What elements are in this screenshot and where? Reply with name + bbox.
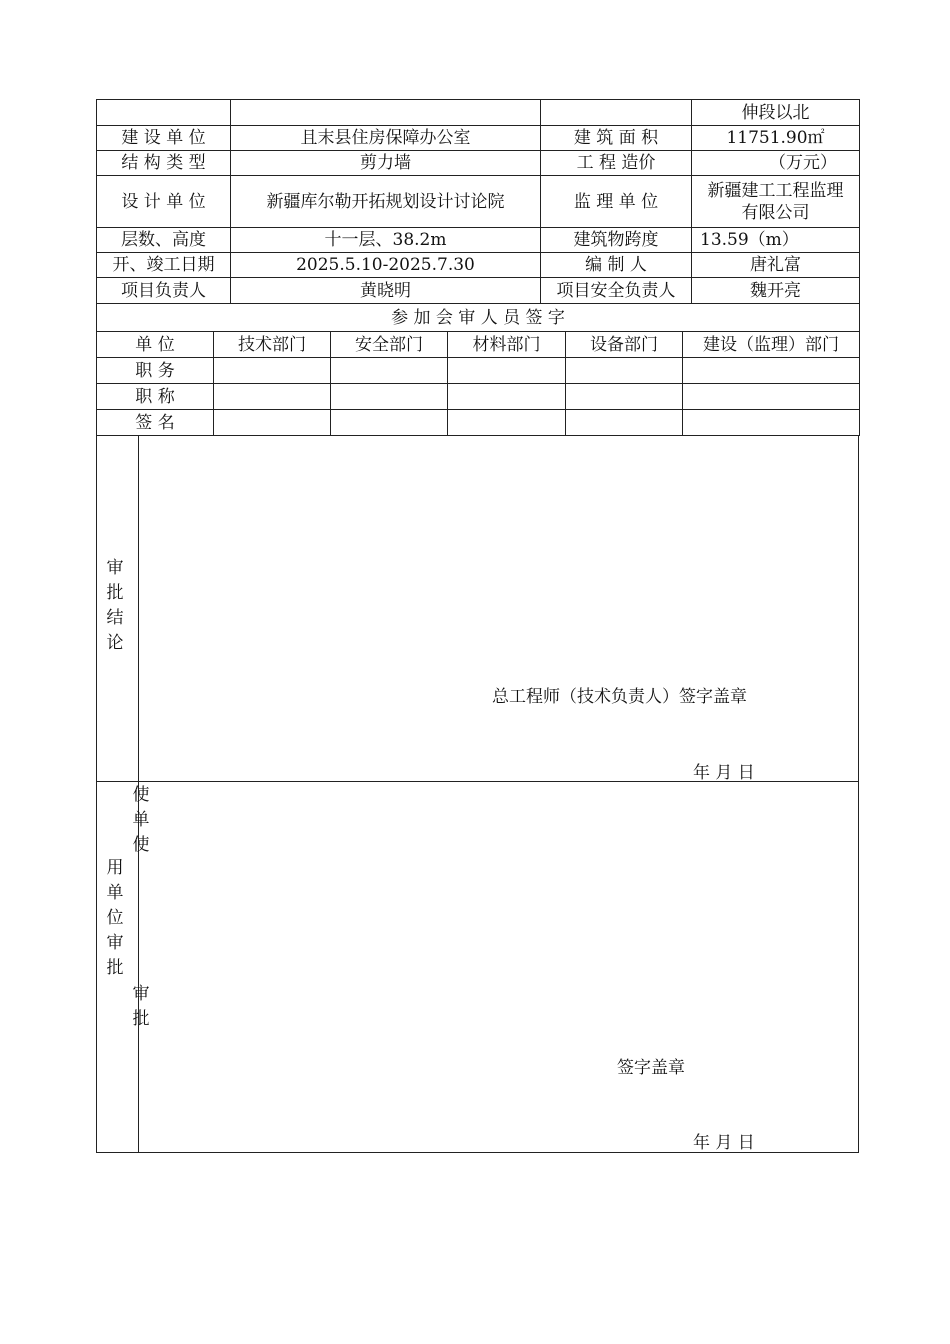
approval-date: 年 月 日 xyxy=(693,763,755,783)
sign-cell[interactable] xyxy=(214,384,331,410)
cost-label: 工 程 造价 xyxy=(541,151,692,176)
sign-cell[interactable] xyxy=(331,384,448,410)
signoff-title: 参 加 会 审 人 员 签 字 xyxy=(97,304,860,332)
approval-conclusion-section xyxy=(96,436,859,782)
header-equipment: 设备部门 xyxy=(566,332,683,358)
header-tech: 技术部门 xyxy=(214,332,331,358)
location-fragment: 伸段以北 xyxy=(692,100,860,126)
user-unit-sign: 签字盖章 xyxy=(617,1058,685,1078)
structure-value: 剪力墙 xyxy=(231,151,541,176)
sign-cell[interactable] xyxy=(683,410,860,436)
author-label: 编 制 人 xyxy=(541,253,692,278)
row-label-title: 职 称 xyxy=(97,384,214,410)
user-unit-date: 年 月 日 xyxy=(693,1133,755,1153)
header-material: 材料部门 xyxy=(448,332,566,358)
author-value: 唐礼富 xyxy=(692,253,860,278)
floors-label: 层数、高度 xyxy=(97,228,231,253)
row-label-signature: 签 名 xyxy=(97,410,214,436)
inner-label-bottom: 审 批 xyxy=(132,984,150,1029)
sign-cell[interactable] xyxy=(683,384,860,410)
cell-blank xyxy=(541,100,692,126)
review-form xyxy=(96,99,859,1153)
sign-cell[interactable] xyxy=(448,358,566,384)
dates-label: 开、竣工日期 xyxy=(97,253,231,278)
supervisor-label: 监 理 单 位 xyxy=(541,176,692,228)
sign-cell[interactable] xyxy=(448,384,566,410)
span-value: 13.59（m） xyxy=(692,228,860,253)
dates-value: 2025.5.10-2025.7.30 xyxy=(231,253,541,278)
sign-cell[interactable] xyxy=(214,358,331,384)
floors-value: 十一层、38.2m xyxy=(231,228,541,253)
signoff-table xyxy=(96,331,860,436)
safety-pm-value: 魏开亮 xyxy=(692,278,860,304)
build-unit-label: 建 设 单 位 xyxy=(97,126,231,151)
area-label: 建 筑 面 积 xyxy=(541,126,692,151)
design-unit-label: 设 计 单 位 xyxy=(97,176,231,228)
user-unit-label: 用 单 位 审 批 xyxy=(106,858,124,978)
sign-cell[interactable] xyxy=(214,410,331,436)
safety-pm-label: 项目安全负责人 xyxy=(541,278,692,304)
build-unit-value: 且末县住房保障办公室 xyxy=(231,126,541,151)
inner-label-top: 使 单 使 xyxy=(132,785,150,855)
span-label: 建筑物跨度 xyxy=(541,228,692,253)
cost-value: （万元） xyxy=(692,151,860,176)
sign-cell[interactable] xyxy=(566,358,683,384)
cell-blank xyxy=(231,100,541,126)
header-unit: 单 位 xyxy=(97,332,214,358)
sign-cell[interactable] xyxy=(566,410,683,436)
header-safety: 安全部门 xyxy=(331,332,448,358)
sign-cell[interactable] xyxy=(448,410,566,436)
pm-label: 项目负责人 xyxy=(97,278,231,304)
pm-value: 黄晓明 xyxy=(231,278,541,304)
sign-cell[interactable] xyxy=(331,358,448,384)
supervisor-value: 新疆建工工程监理有限公司 xyxy=(692,176,860,228)
sign-cell[interactable] xyxy=(566,384,683,410)
structure-label: 结 构 类 型 xyxy=(97,151,231,176)
chief-engineer-sign: 总工程师（技术负责人）签字盖章 xyxy=(492,687,747,707)
design-unit-value: 新疆库尔勒开拓规划设计讨论院 xyxy=(231,176,541,228)
approval-label: 审 批 结 论 xyxy=(106,558,124,653)
cell-blank xyxy=(97,100,231,126)
divider xyxy=(138,436,139,781)
header-construction: 建设（监理）部门 xyxy=(683,332,860,358)
sign-cell[interactable] xyxy=(683,358,860,384)
row-label-position: 职 务 xyxy=(97,358,214,384)
project-info-table xyxy=(96,99,860,332)
user-unit-approval-section xyxy=(96,782,859,1153)
area-value: 11751.90㎡ xyxy=(692,126,860,151)
sign-cell[interactable] xyxy=(331,410,448,436)
